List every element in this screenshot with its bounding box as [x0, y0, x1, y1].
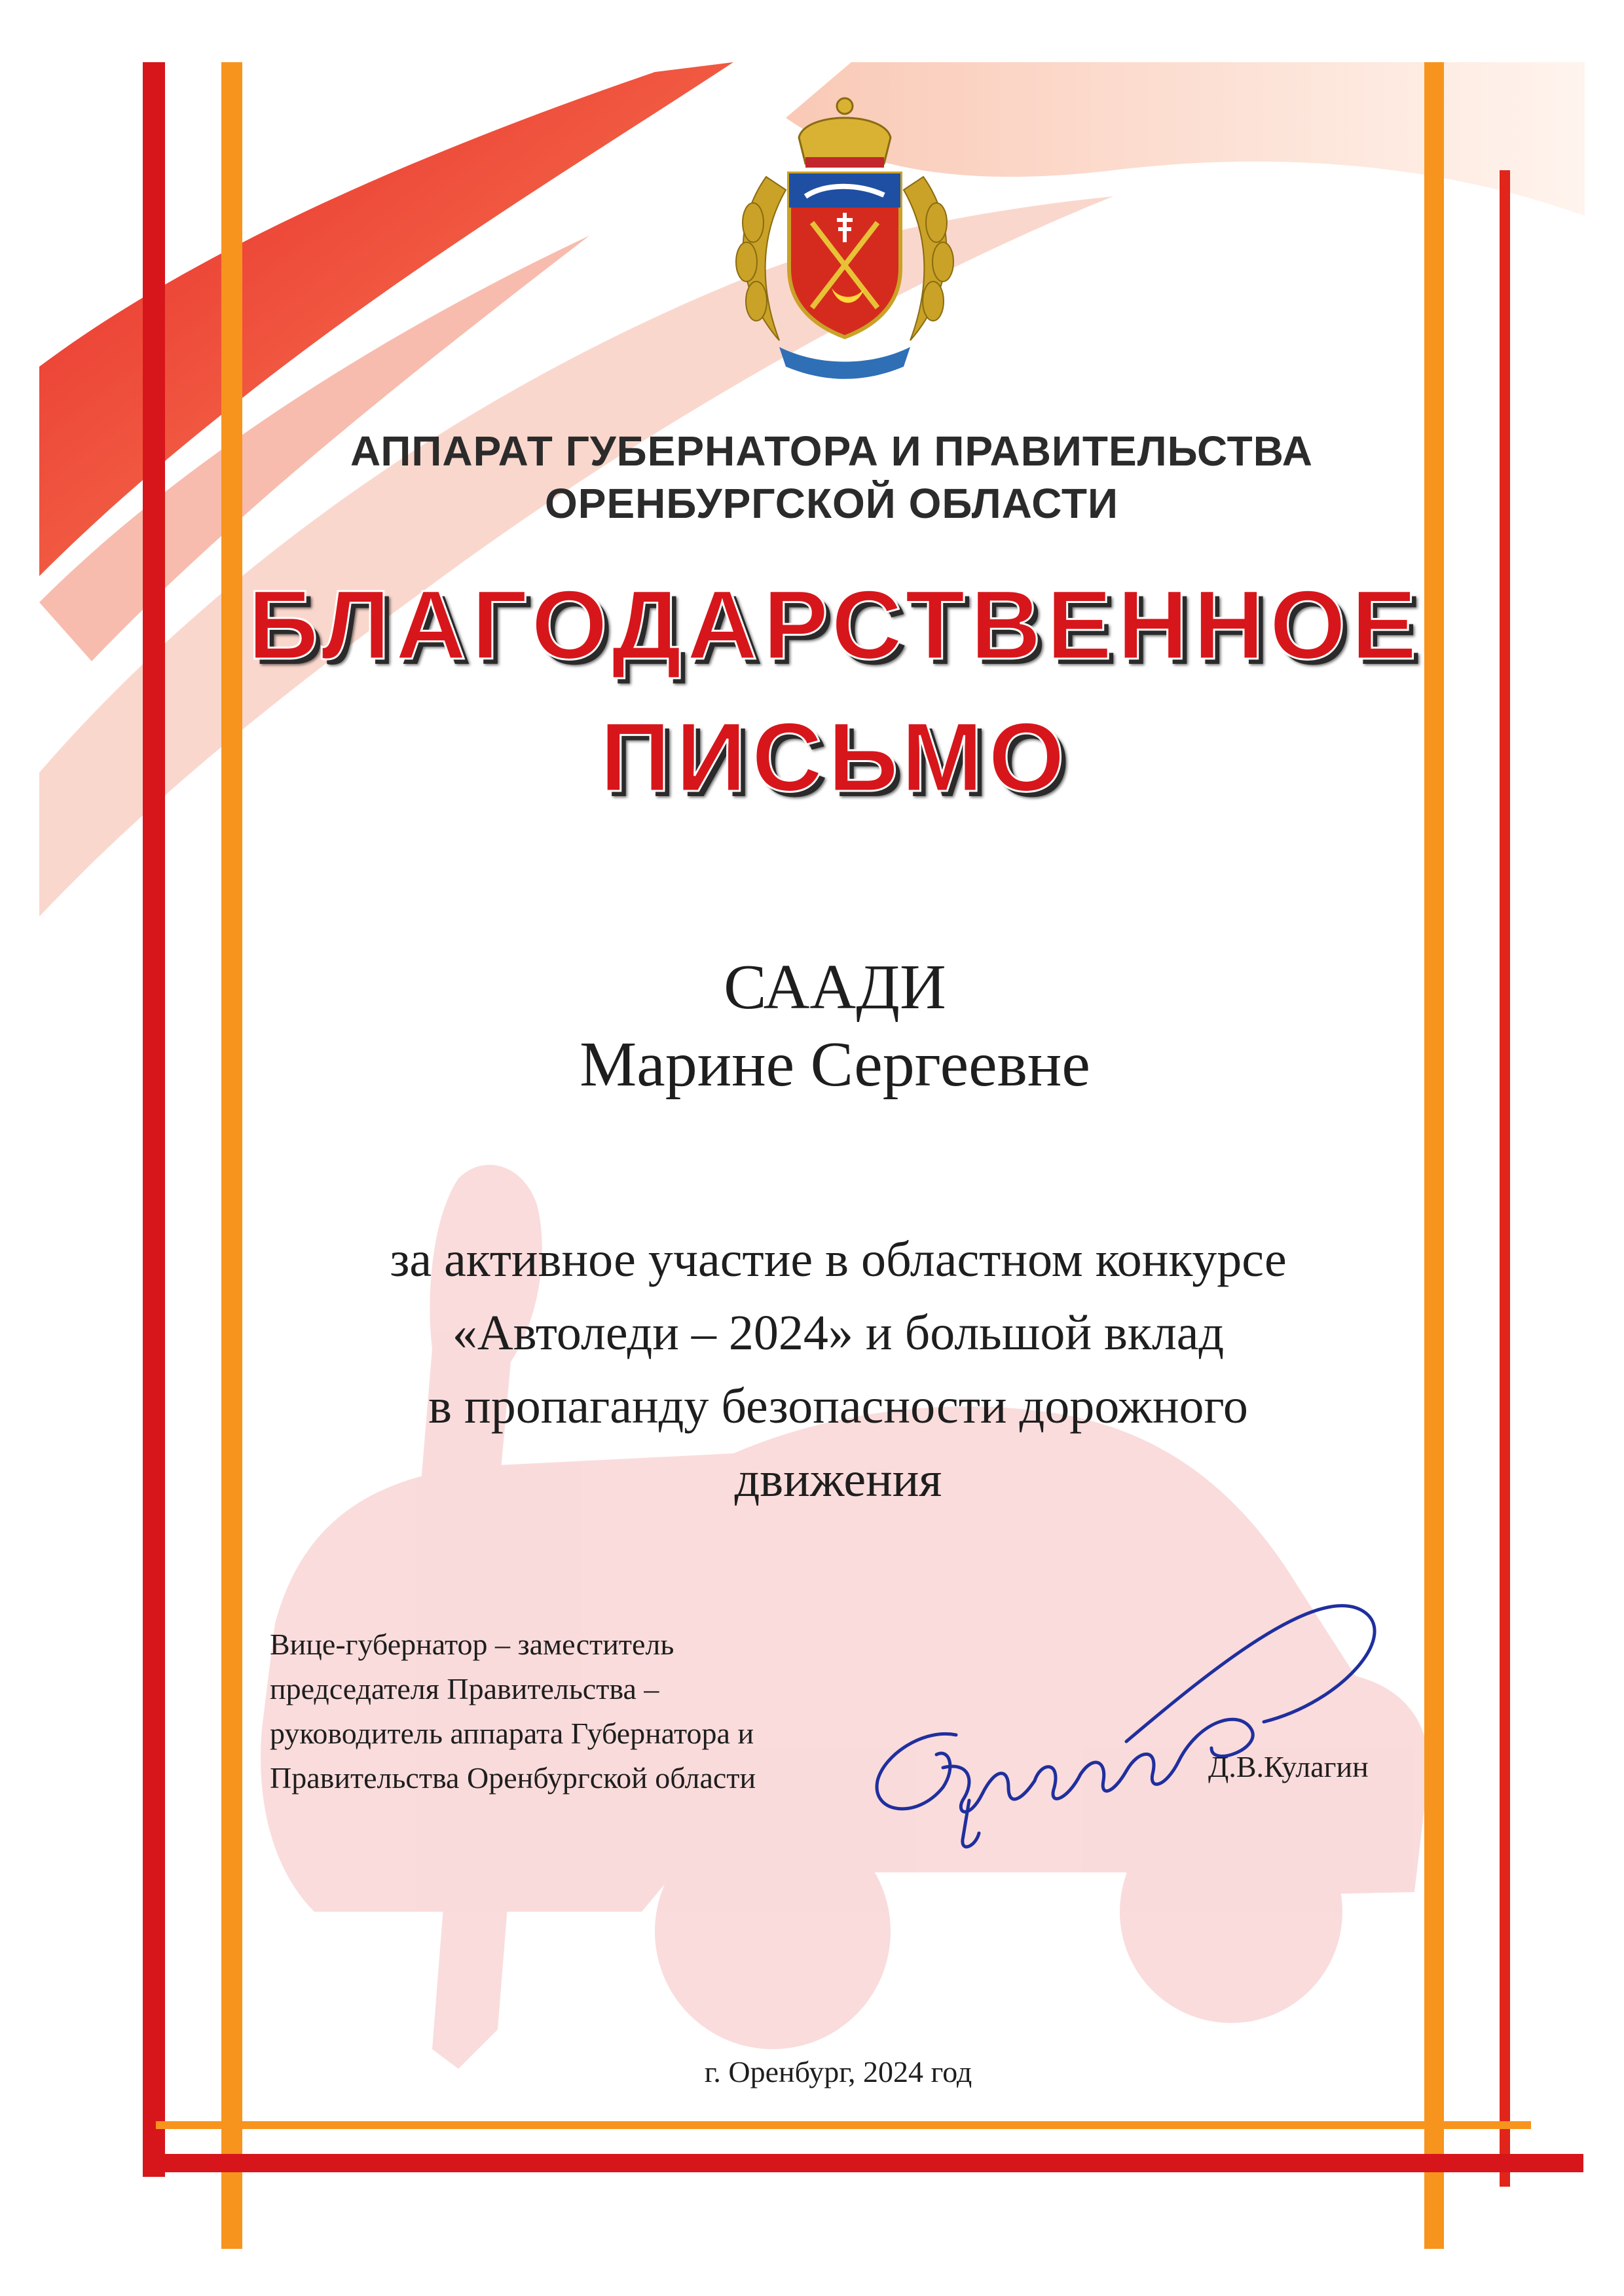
- award-reason: [275, 1223, 1401, 1516]
- body-line: движения: [734, 1452, 942, 1507]
- organization-line-2: ОРЕНБУРГСКОЙ ОБЛАСТИ: [545, 480, 1118, 527]
- coat-of-arms-emblem: [707, 92, 982, 393]
- title-line-2: ПИСЬМО: [600, 702, 1070, 812]
- right-orange-stripe: [1424, 62, 1444, 2249]
- right-red-stripe: [1500, 170, 1510, 2187]
- bottom-orange-stripe: [156, 2121, 1531, 2129]
- recipient-surname: СААДИ: [724, 952, 946, 1023]
- handwritten-signature: [845, 1571, 1421, 1866]
- body-line: «Автоледи – 2024» и большой вклад: [452, 1305, 1225, 1360]
- signatory-name: Д.В.Кулагин: [1208, 1750, 1369, 1783]
- bottom-red-stripe: [143, 2154, 1583, 2172]
- recipient-given-names: Марине Сергеевне: [580, 1029, 1090, 1100]
- left-orange-stripe: [221, 62, 242, 2249]
- signatory-title-line: председателя Правительства –: [270, 1672, 659, 1705]
- signatory-title: [270, 1622, 756, 1800]
- signatory-title-line: руководитель аппарата Губернатора и: [270, 1717, 754, 1750]
- body-line: в пропаганду безопасности дорожного: [428, 1379, 1248, 1434]
- organization-line-1: АППАРАТ ГУБЕРНАТОРА И ПРАВИТЕЛЬСТВА: [350, 428, 1313, 475]
- body-line: за активное участие в областном конкурсе: [390, 1232, 1287, 1287]
- left-red-stripe: [143, 62, 165, 2177]
- signatory-title-line: Вице-губернатор – заместитель: [270, 1628, 674, 1661]
- place-and-date: г. Оренбург, 2024 год: [704, 2055, 972, 2088]
- title-line-1: БЛАГОДАРСТВЕННОЕ: [248, 570, 1422, 680]
- signatory-title-line: Правительства Оренбургской области: [270, 1761, 756, 1795]
